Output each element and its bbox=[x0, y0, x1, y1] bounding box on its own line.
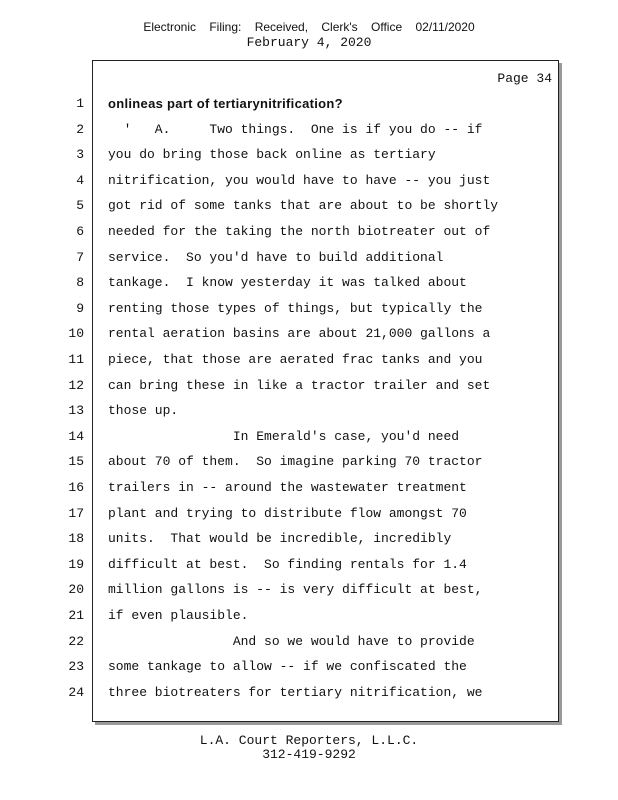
transcript-line: you do bring those back online as tertiary bbox=[108, 147, 436, 162]
line-number: 22 bbox=[68, 634, 84, 649]
transcript-line: In Emerald's case, you'd need bbox=[108, 429, 460, 444]
transcript-line: rental aeration basins are about 21,000 gallons a bbox=[108, 326, 491, 341]
transcript-line: renting those types of things, but typically the bbox=[108, 301, 483, 316]
transcript-line: tankage. I know yesterday it was talked about bbox=[108, 275, 467, 290]
line-number: 1 bbox=[76, 96, 84, 111]
transcript-line: million gallons is -- is very difficult at best, bbox=[108, 582, 483, 597]
line-number: 5 bbox=[76, 198, 84, 213]
footer-phone: 312-419-9292 bbox=[262, 747, 356, 762]
transcript-date: February 4, 2020 bbox=[246, 35, 372, 50]
transcript-line: piece, that those are aerated frac tanks and you bbox=[108, 352, 483, 367]
transcript-line: plant and trying to distribute flow amongst 70 bbox=[108, 506, 467, 521]
line-number: 8 bbox=[76, 275, 84, 290]
line-number: 18 bbox=[68, 531, 84, 546]
line-number: 9 bbox=[76, 301, 84, 316]
transcript-line: needed for the taking the north biotreater out of bbox=[108, 224, 491, 239]
transcript-line: onlineas part of tertiarynitrification? bbox=[108, 96, 343, 111]
transcript-line: difficult at best. So finding rentals for 1.4 bbox=[108, 557, 467, 572]
line-number: 2 bbox=[76, 122, 84, 137]
line-number: 11 bbox=[68, 352, 84, 367]
line-number: 4 bbox=[76, 173, 84, 188]
transcript-line: some tankage to allow -- if we confiscated the bbox=[108, 659, 467, 674]
line-number: 13 bbox=[68, 403, 84, 418]
transcript-line: units. That would be incredible, incredibly bbox=[108, 531, 452, 546]
line-number: 14 bbox=[68, 429, 84, 444]
transcript-line: nitrification, you would have to have -- you just bbox=[108, 173, 491, 188]
page-number: Page 34 bbox=[497, 71, 552, 86]
line-number: 17 bbox=[68, 506, 84, 521]
line-number: 23 bbox=[68, 659, 84, 674]
transcript-line: three biotreaters for tertiary nitrification, we bbox=[108, 685, 483, 700]
line-number: 7 bbox=[76, 250, 84, 265]
line-number: 20 bbox=[68, 582, 84, 597]
line-number: 3 bbox=[76, 147, 84, 162]
transcript-line: ' A. Two things. One is if you do -- if bbox=[108, 122, 483, 137]
transcript-line: got rid of some tanks that are about to be shortly bbox=[108, 198, 499, 213]
transcript-line: about 70 of them. So imagine parking 70 tractor bbox=[108, 454, 483, 469]
line-number: 15 bbox=[68, 454, 84, 469]
transcript-line: service. So you'd have to build additional bbox=[108, 250, 444, 265]
transcript-line: those up. bbox=[108, 403, 179, 418]
line-number: 24 bbox=[68, 685, 84, 700]
line-number: 12 bbox=[68, 378, 84, 393]
line-number: 6 bbox=[76, 224, 84, 239]
transcript-line: if even plausible. bbox=[108, 608, 249, 623]
line-number: 16 bbox=[68, 480, 84, 495]
transcript-line: And so we would have to provide bbox=[108, 634, 475, 649]
line-number: 19 bbox=[68, 557, 84, 572]
line-number: 21 bbox=[68, 608, 84, 623]
line-number: 10 bbox=[68, 326, 84, 341]
footer-company: L.A. Court Reporters, L.L.C. bbox=[199, 733, 419, 748]
transcript-line: can bring these in like a tractor trailer and set bbox=[108, 378, 491, 393]
filing-stamp: Electronic Filing: Received, Clerk's Office 02/11/2020 bbox=[143, 20, 475, 34]
transcript-line: trailers in -- around the wastewater treatment bbox=[108, 480, 467, 495]
